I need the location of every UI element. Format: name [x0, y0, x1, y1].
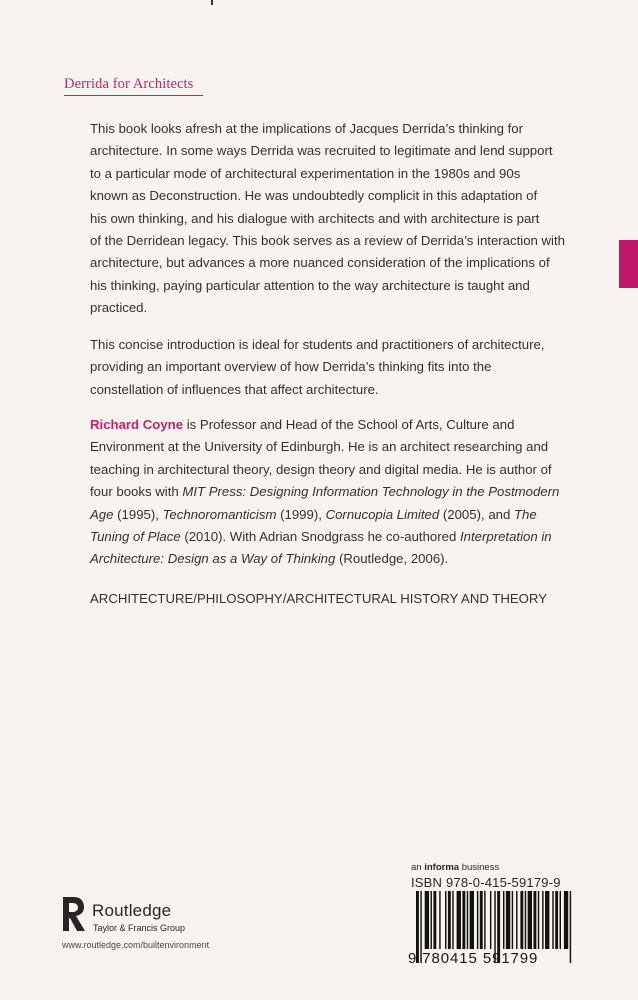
publisher-group: Taylor & Francis Group — [93, 923, 186, 933]
barcode-bar — [525, 891, 526, 949]
barcode-bar — [503, 891, 504, 949]
text-line: This book looks afresh at the implications of Jacques Derrida’s thinking for — [90, 121, 523, 136]
barcode-bar — [448, 891, 451, 949]
barcode-bar — [555, 891, 558, 949]
barcode-bar — [452, 891, 453, 949]
barcode-bar — [512, 891, 513, 949]
text-line: known as Deconstruction. He was undoubtedly complicit in this adaptation of — [90, 188, 538, 204]
barcode-bar — [462, 891, 465, 949]
subject-categories: ARCHITECTURE/PHILOSOPHY/ARCHITECTURAL HISTORY AND THEORY — [90, 591, 548, 606]
publisher-name: Routledge — [92, 901, 172, 920]
barcode-bar — [520, 891, 523, 949]
text-line: to a particular mode of architectural experimentation in the 1980s and 90s — [90, 165, 521, 181]
text-line: providing an important overview of how Derrida’s thinking fits into the — [90, 359, 492, 375]
publisher-logo — [60, 895, 260, 955]
barcode-bar — [477, 891, 478, 949]
publisher-url: www.routledge.com/builtenvironment — [62, 940, 210, 950]
barcode-bar — [470, 891, 474, 949]
description-paragraph — [90, 118, 565, 320]
text-line: of the Derridean legacy. This book serves as a review of Derrida’s interaction with — [90, 233, 565, 249]
barcode-bar — [457, 891, 461, 949]
barcode-bar — [528, 891, 532, 949]
text-line: Tuning of Place (2010). With Adrian Snodgrass he co-authored Interpretation in — [90, 529, 552, 545]
routledge-logo-icon — [60, 895, 88, 935]
text-line: Age (1995), Technoromanticism (1999), Cornucopia Limited (2005), and The — [90, 506, 537, 522]
barcode-bar — [484, 891, 485, 949]
crop-mark — [211, 0, 213, 5]
barcode-bar — [425, 891, 429, 949]
barcode-bar — [431, 891, 432, 949]
text-line: Architecture: Design as a Way of Thinking (Routledge, 2006). — [90, 551, 449, 567]
informa-tagline: an informa business — [411, 862, 500, 873]
text-line: four books with MIT Press: Designing Information Technology in the Postmodern — [90, 484, 560, 500]
barcode-bar — [564, 891, 568, 949]
isbn-number: ISBN 978-0-415-59179-9 — [411, 875, 561, 890]
barcode-bar — [439, 891, 440, 949]
barcode-bar — [542, 891, 543, 949]
author-bio — [90, 414, 558, 571]
text-line: his own thinking, and his dialogue with architects and with architecture is part — [90, 210, 540, 226]
text-line: Richard Coyne is Professor and Head of the School of Arts, Culture and — [90, 417, 515, 432]
barcode-bar — [490, 891, 491, 949]
barcode-bar — [506, 891, 510, 949]
title-underline — [64, 95, 203, 96]
text-line: architecture. In some ways Derrida was recruited to legitimate and lend support — [90, 143, 553, 159]
barcode-bar — [533, 891, 536, 949]
barcode-digits: 9 780415 591799 — [408, 950, 539, 967]
barcode-bar — [560, 891, 561, 949]
audience-paragraph — [90, 334, 558, 401]
text-line: Environment at the University of Edinburgh. He is an architect researching and — [90, 439, 549, 455]
text-line: architecture, but advances a more nuanced consideration of the implications of — [90, 255, 550, 271]
author-name: Richard Coyne — [90, 417, 184, 432]
barcode-bar — [467, 891, 468, 949]
barcode-bar — [445, 891, 446, 949]
text-line: practiced. — [90, 300, 148, 316]
barcode-bar — [516, 891, 517, 949]
barcode-bar — [545, 891, 549, 949]
text-line: constellation of influences that affect architecture. — [90, 381, 379, 397]
series-title: Derrida for Architects — [64, 76, 194, 92]
barcode-bar — [480, 891, 483, 949]
barcode-bar — [538, 891, 539, 949]
text-line: This concise introduction is ideal for students and practitioners of architecture, — [90, 337, 545, 352]
barcode-bar — [433, 891, 436, 949]
spine-color-tab — [619, 240, 638, 288]
text-line: his thinking, paying particular attention to the way architecture is taught and — [90, 277, 530, 293]
barcode-bar — [552, 891, 553, 949]
barcode-bar — [570, 891, 571, 963]
text-line: teaching in architectural theory, design theory and digital media. He is author of — [90, 461, 552, 477]
